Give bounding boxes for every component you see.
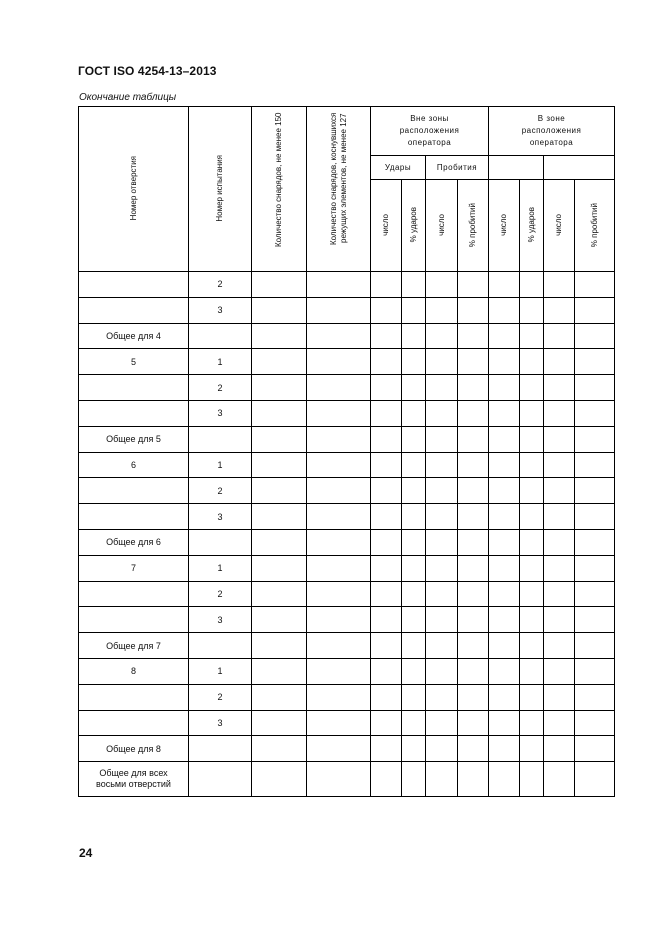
empty-value-cell [307, 555, 371, 581]
empty-value-cell [544, 400, 575, 426]
table-row [79, 504, 615, 530]
header-outside-impacts-percent: % ударов [402, 180, 426, 272]
empty-value-cell [402, 349, 426, 375]
empty-value-cell [458, 504, 489, 530]
empty-value-cell [489, 504, 520, 530]
hole-number-cell [79, 375, 189, 401]
empty-value-cell [371, 529, 402, 555]
empty-value-cell [402, 658, 426, 684]
empty-value-cell [520, 297, 544, 323]
empty-value-cell [458, 272, 489, 298]
empty-value-cell [544, 297, 575, 323]
empty-value-cell [544, 529, 575, 555]
empty-value-cell [402, 633, 426, 659]
empty-value-cell [458, 323, 489, 349]
empty-value-cell [544, 426, 575, 452]
hole-number-cell: 8 [79, 658, 189, 684]
empty-value-cell [426, 633, 458, 659]
header-inside-penetrations-percent: % пробитий [575, 180, 615, 272]
empty-value-cell [575, 426, 615, 452]
empty-value-cell [520, 607, 544, 633]
page-number: 24 [79, 846, 93, 860]
empty-value-cell [575, 684, 615, 710]
empty-value-cell [252, 529, 307, 555]
empty-value-cell [426, 272, 458, 298]
header-projectiles-count: Количество снарядов, не менее 150 [252, 107, 307, 272]
empty-value-cell [307, 633, 371, 659]
empty-value-cell [575, 400, 615, 426]
empty-value-cell [402, 529, 426, 555]
hole-number-cell: Общее для 7 [79, 633, 189, 659]
empty-value-cell [371, 762, 402, 797]
hole-number-cell [79, 297, 189, 323]
hole-number-cell [79, 478, 189, 504]
empty-value-cell [575, 323, 615, 349]
empty-value-cell [426, 478, 458, 504]
test-number-cell: 2 [189, 375, 252, 401]
table-row-total-all [79, 762, 615, 797]
empty-value-cell [252, 375, 307, 401]
empty-value-cell [575, 452, 615, 478]
empty-value-cell [520, 272, 544, 298]
empty-value-cell [252, 452, 307, 478]
table-row [79, 555, 615, 581]
empty-value-cell [489, 349, 520, 375]
table-header [79, 107, 615, 272]
empty-value-cell [371, 349, 402, 375]
empty-value-cell [520, 400, 544, 426]
test-number-cell: 3 [189, 297, 252, 323]
test-number-cell [189, 426, 252, 452]
empty-value-cell [371, 658, 402, 684]
empty-value-cell [252, 710, 307, 736]
empty-value-cell [575, 710, 615, 736]
empty-value-cell [426, 736, 458, 762]
hole-number-cell: Общее для 5 [79, 426, 189, 452]
empty-value-cell [489, 710, 520, 736]
empty-value-cell [402, 555, 426, 581]
test-number-cell: 1 [189, 555, 252, 581]
empty-value-cell [402, 478, 426, 504]
table-row [79, 736, 615, 762]
table-row [79, 400, 615, 426]
hole-number-cell: Общее для 8 [79, 736, 189, 762]
table-row [79, 452, 615, 478]
empty-value-cell [402, 400, 426, 426]
test-number-cell: 2 [189, 272, 252, 298]
empty-value-cell [489, 736, 520, 762]
empty-value-cell [252, 555, 307, 581]
empty-value-cell [520, 375, 544, 401]
empty-value-cell [371, 375, 402, 401]
empty-value-cell [489, 529, 520, 555]
header-test-number: Номер испытания [189, 107, 252, 272]
empty-value-cell [252, 349, 307, 375]
empty-value-cell [371, 684, 402, 710]
empty-value-cell [489, 633, 520, 659]
empty-value-cell [371, 736, 402, 762]
test-number-cell: 1 [189, 349, 252, 375]
empty-value-cell [252, 478, 307, 504]
empty-value-cell [252, 504, 307, 530]
empty-value-cell [489, 272, 520, 298]
header-outside-penetrations-percent: % пробитий [458, 180, 489, 272]
hole-number-cell [79, 581, 189, 607]
empty-value-cell [575, 762, 615, 797]
header-inside-impacts-number: число [489, 180, 520, 272]
empty-value-cell [426, 297, 458, 323]
header-hole-number: Номер отверстия [79, 107, 189, 272]
header-outside-impacts-number: число [371, 180, 402, 272]
empty-value-cell [402, 272, 426, 298]
empty-value-cell [520, 349, 544, 375]
empty-value-cell [458, 581, 489, 607]
empty-value-cell [489, 684, 520, 710]
empty-value-cell [520, 581, 544, 607]
empty-value-cell [489, 607, 520, 633]
empty-value-cell [544, 452, 575, 478]
empty-value-cell [307, 762, 371, 797]
empty-value-cell [371, 633, 402, 659]
empty-value-cell [307, 658, 371, 684]
table-row [79, 581, 615, 607]
empty-value-cell [520, 504, 544, 530]
total-label-line1: Общее для всех [99, 768, 168, 779]
empty-value-cell [307, 426, 371, 452]
empty-value-cell [426, 400, 458, 426]
header-inside-zone: В зоне расположения оператора [489, 107, 615, 156]
empty-value-cell [544, 762, 575, 797]
empty-value-cell [489, 323, 520, 349]
empty-value-cell [426, 658, 458, 684]
table-continuation-caption: Окончание таблицы [79, 92, 177, 103]
table-row [79, 607, 615, 633]
empty-value-cell [544, 710, 575, 736]
empty-value-cell [252, 607, 307, 633]
empty-value-cell [252, 426, 307, 452]
test-number-cell [189, 633, 252, 659]
header-inside-penetrations-blank [544, 156, 615, 180]
empty-value-cell [371, 710, 402, 736]
table-row [79, 529, 615, 555]
empty-value-cell [489, 400, 520, 426]
empty-value-cell [252, 323, 307, 349]
empty-value-cell [307, 478, 371, 504]
table-row [79, 349, 615, 375]
empty-value-cell [544, 607, 575, 633]
empty-value-cell [544, 684, 575, 710]
empty-value-cell [307, 710, 371, 736]
empty-value-cell [458, 529, 489, 555]
empty-value-cell [402, 504, 426, 530]
empty-value-cell [575, 297, 615, 323]
test-number-cell: 3 [189, 607, 252, 633]
hole-number-cell [79, 400, 189, 426]
header-projectiles-touching-line1: Количество снарядов, коснувшихся [328, 113, 338, 246]
hole-number-cell [79, 504, 189, 530]
empty-value-cell [371, 323, 402, 349]
empty-value-cell [458, 375, 489, 401]
empty-value-cell [544, 504, 575, 530]
empty-value-cell [307, 297, 371, 323]
test-number-cell [189, 736, 252, 762]
empty-value-cell [307, 400, 371, 426]
empty-value-cell [371, 504, 402, 530]
empty-value-cell [426, 529, 458, 555]
empty-value-cell [426, 375, 458, 401]
empty-value-cell [426, 349, 458, 375]
empty-value-cell [371, 555, 402, 581]
empty-value-cell [520, 452, 544, 478]
empty-value-cell [544, 581, 575, 607]
empty-value-cell [402, 762, 426, 797]
empty-value-cell [307, 581, 371, 607]
empty-value-cell [458, 736, 489, 762]
empty-value-cell [489, 375, 520, 401]
hole-number-cell: 5 [79, 349, 189, 375]
hole-number-cell [79, 710, 189, 736]
empty-value-cell [252, 633, 307, 659]
empty-value-cell [426, 504, 458, 530]
total-label-line2: восьми отверстий [96, 779, 171, 790]
empty-value-cell [489, 581, 520, 607]
empty-value-cell [458, 607, 489, 633]
empty-value-cell [575, 272, 615, 298]
empty-value-cell [544, 375, 575, 401]
empty-value-cell [575, 555, 615, 581]
test-number-cell [189, 529, 252, 555]
empty-value-cell [402, 684, 426, 710]
empty-value-cell [458, 297, 489, 323]
empty-value-cell [402, 426, 426, 452]
empty-value-cell [307, 452, 371, 478]
empty-value-cell [307, 323, 371, 349]
empty-value-cell [489, 555, 520, 581]
empty-value-cell [575, 633, 615, 659]
empty-value-cell [544, 633, 575, 659]
table-row [79, 478, 615, 504]
empty-value-cell [252, 581, 307, 607]
test-number-cell: 1 [189, 658, 252, 684]
empty-value-cell [489, 762, 520, 797]
empty-value-cell [371, 297, 402, 323]
empty-value-cell [520, 426, 544, 452]
hole-number-cell: Общее для 6 [79, 529, 189, 555]
empty-value-cell [458, 633, 489, 659]
results-table [78, 106, 615, 797]
empty-value-cell [575, 607, 615, 633]
table-row [79, 684, 615, 710]
table-row [79, 297, 615, 323]
header-outside-impacts: Удары [371, 156, 426, 180]
empty-value-cell [426, 710, 458, 736]
table-row [79, 710, 615, 736]
empty-value-cell [520, 529, 544, 555]
empty-value-cell [426, 452, 458, 478]
test-number-cell: 3 [189, 710, 252, 736]
empty-value-cell [544, 555, 575, 581]
empty-value-cell [520, 658, 544, 684]
empty-value-cell [489, 658, 520, 684]
table-body [79, 272, 615, 797]
header-projectiles-touching-line2: режущих элементов, не менее 127 [338, 113, 348, 243]
empty-value-cell [489, 478, 520, 504]
table-row [79, 633, 615, 659]
empty-value-cell [575, 349, 615, 375]
table-row [79, 323, 615, 349]
empty-value-cell [458, 684, 489, 710]
test-number-cell: 2 [189, 581, 252, 607]
test-number-cell: 2 [189, 478, 252, 504]
hole-number-cell [79, 684, 189, 710]
empty-value-cell [402, 710, 426, 736]
test-number-cell: 2 [189, 684, 252, 710]
empty-value-cell [402, 375, 426, 401]
hole-number-cell: 7 [79, 555, 189, 581]
test-number-cell [189, 762, 252, 797]
empty-value-cell [307, 684, 371, 710]
header-inside-penetrations-number: число [544, 180, 575, 272]
empty-value-cell [520, 323, 544, 349]
empty-value-cell [575, 375, 615, 401]
test-number-cell [189, 323, 252, 349]
empty-value-cell [252, 400, 307, 426]
empty-value-cell [307, 349, 371, 375]
empty-value-cell [252, 658, 307, 684]
header-outside-zone: Вне зоны расположения оператора [371, 107, 489, 156]
empty-value-cell [371, 426, 402, 452]
hole-number-cell: Общее для 4 [79, 323, 189, 349]
empty-value-cell [426, 607, 458, 633]
empty-value-cell [544, 736, 575, 762]
header-outside-penetrations-number: число [426, 180, 458, 272]
empty-value-cell [458, 349, 489, 375]
empty-value-cell [575, 478, 615, 504]
empty-value-cell [458, 710, 489, 736]
empty-value-cell [458, 762, 489, 797]
empty-value-cell [426, 555, 458, 581]
empty-value-cell [458, 658, 489, 684]
table-row [79, 375, 615, 401]
test-number-cell: 3 [189, 400, 252, 426]
empty-value-cell [252, 736, 307, 762]
empty-value-cell [371, 452, 402, 478]
standard-title: ГОСТ ISO 4254-13–2013 [78, 64, 217, 78]
empty-value-cell [458, 452, 489, 478]
empty-value-cell [252, 297, 307, 323]
empty-value-cell [575, 581, 615, 607]
empty-value-cell [402, 607, 426, 633]
test-number-cell: 1 [189, 452, 252, 478]
hole-number-cell-total [79, 762, 189, 797]
empty-value-cell [520, 555, 544, 581]
header-outside-penetrations: Пробития [426, 156, 489, 180]
empty-value-cell [426, 323, 458, 349]
empty-value-cell [426, 426, 458, 452]
empty-value-cell [575, 658, 615, 684]
empty-value-cell [520, 710, 544, 736]
test-number-cell: 3 [189, 504, 252, 530]
empty-value-cell [489, 452, 520, 478]
empty-value-cell [252, 762, 307, 797]
empty-value-cell [575, 504, 615, 530]
empty-value-cell [520, 633, 544, 659]
hole-number-cell [79, 607, 189, 633]
empty-value-cell [489, 426, 520, 452]
empty-value-cell [402, 736, 426, 762]
empty-value-cell [575, 736, 615, 762]
empty-value-cell [544, 349, 575, 375]
empty-value-cell [307, 504, 371, 530]
empty-value-cell [426, 684, 458, 710]
header-inside-impacts-blank [489, 156, 544, 180]
empty-value-cell [371, 400, 402, 426]
hole-number-cell [79, 272, 189, 298]
empty-value-cell [371, 607, 402, 633]
empty-value-cell [402, 297, 426, 323]
empty-value-cell [371, 478, 402, 504]
empty-value-cell [458, 400, 489, 426]
table-row [79, 272, 615, 298]
hole-number-cell: 6 [79, 452, 189, 478]
empty-value-cell [307, 736, 371, 762]
empty-value-cell [402, 452, 426, 478]
empty-value-cell [371, 272, 402, 298]
empty-value-cell [426, 762, 458, 797]
header-projectiles-touching [307, 107, 371, 272]
empty-value-cell [489, 297, 520, 323]
empty-value-cell [520, 762, 544, 797]
table-row [79, 426, 615, 452]
header-inside-impacts-percent: % ударов [520, 180, 544, 272]
table-row [79, 658, 615, 684]
empty-value-cell [575, 529, 615, 555]
empty-value-cell [307, 272, 371, 298]
empty-value-cell [426, 581, 458, 607]
empty-value-cell [371, 581, 402, 607]
empty-value-cell [458, 478, 489, 504]
empty-value-cell [252, 272, 307, 298]
empty-value-cell [402, 323, 426, 349]
empty-value-cell [520, 478, 544, 504]
empty-value-cell [402, 581, 426, 607]
empty-value-cell [458, 555, 489, 581]
empty-value-cell [307, 529, 371, 555]
empty-value-cell [252, 684, 307, 710]
empty-value-cell [520, 736, 544, 762]
empty-value-cell [307, 607, 371, 633]
empty-value-cell [544, 323, 575, 349]
empty-value-cell [307, 375, 371, 401]
empty-value-cell [544, 658, 575, 684]
empty-value-cell [544, 272, 575, 298]
empty-value-cell [520, 684, 544, 710]
empty-value-cell [544, 478, 575, 504]
empty-value-cell [458, 426, 489, 452]
